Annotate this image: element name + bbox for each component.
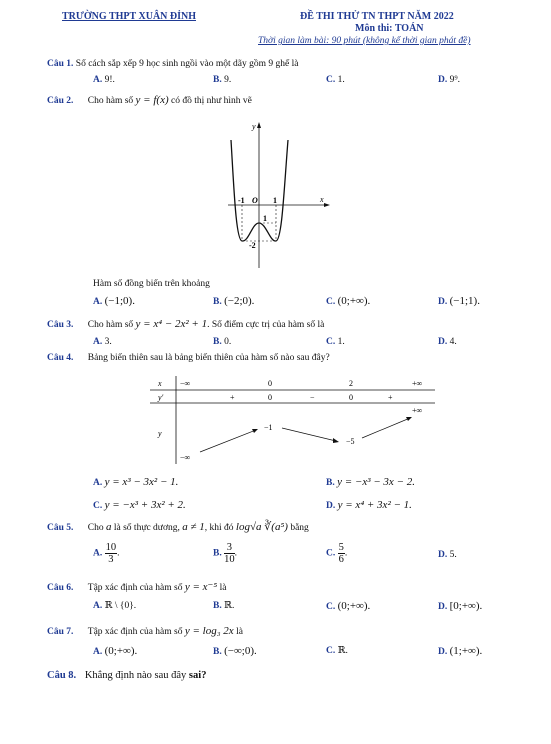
option-value: 4.: [449, 337, 457, 347]
q1-option-c[interactable]: [326, 75, 345, 85]
question-text-before: Khẳng định nào sau đây: [84, 670, 187, 681]
exam-title: ĐỀ THI THỬ TN THPT NĂM 2022: [300, 11, 454, 22]
option-letter: C.: [326, 297, 336, 307]
question-text-before: Cho hàm số: [87, 96, 134, 106]
option-value: 1.: [337, 337, 345, 347]
var-a: a: [106, 521, 112, 533]
q4-option-d[interactable]: [326, 499, 412, 511]
y-value: +∞: [412, 406, 423, 415]
question-formula: y = x⁴ − 2x² + 1: [135, 318, 208, 330]
q2-option-a[interactable]: [93, 295, 135, 307]
option-letter: B.: [326, 478, 335, 488]
variation-table: [150, 376, 435, 464]
numerator: 3: [224, 542, 235, 554]
question-6: [47, 580, 226, 593]
label-y1: 1: [263, 214, 267, 223]
function-curve: [231, 140, 288, 241]
option-value: (0;+∞).: [337, 295, 371, 307]
option-value: (1;+∞).: [449, 645, 483, 657]
q3-option-b[interactable]: [213, 337, 231, 347]
question-5: [47, 520, 309, 533]
option-letter: D.: [438, 75, 448, 85]
y-axis-arrow: [257, 122, 261, 128]
q7-option-a[interactable]: [93, 645, 137, 657]
option-letter: A.: [93, 297, 103, 307]
q6-option-d[interactable]: [438, 600, 482, 612]
y-value: −1: [264, 423, 273, 432]
denominator: 3: [108, 554, 114, 565]
label-neg2: -2: [249, 241, 256, 250]
question-text-after: bằng: [290, 523, 309, 533]
question-8: [47, 670, 206, 681]
option-value: [0;+∞).: [449, 600, 483, 612]
option-letter: B.: [213, 647, 222, 657]
option-letter: D.: [438, 297, 448, 307]
option-value: (−2;0).: [224, 295, 255, 307]
q2-subtext: Hàm số đồng biến trên khoảng: [93, 279, 210, 289]
option-letter: B.: [213, 548, 222, 559]
row-x-label: x: [158, 379, 162, 388]
option-value: ℝ.: [337, 646, 348, 656]
sign: +: [388, 393, 393, 402]
option-letter: D.: [438, 550, 448, 560]
option-letter: B.: [213, 75, 222, 85]
option-letter: D.: [438, 337, 448, 347]
option-value: 9!.: [104, 75, 115, 85]
school-name: TRƯỜNG THPT XUÂN ĐỈNH: [62, 11, 196, 22]
option-value: (−1;1).: [449, 295, 480, 307]
option-letter: C.: [326, 602, 336, 612]
question-text-before: Tập xác định của hàm số: [87, 583, 183, 593]
question-label: Câu 5.: [47, 523, 74, 533]
fraction: [224, 542, 235, 565]
option-value: ℝ \ {0}.: [104, 601, 137, 611]
x-value: −∞: [180, 379, 191, 388]
question-text-after: ?: [201, 670, 207, 681]
option-letter: C.: [93, 501, 103, 511]
option-value: (0;+∞).: [104, 645, 138, 657]
log-expression: log√a ∛(a⁵): [235, 521, 288, 533]
q3-option-c[interactable]: [326, 337, 345, 347]
arrow-down: [282, 428, 336, 441]
label-1: 1: [273, 196, 277, 205]
option-value: 3.: [104, 337, 112, 347]
denominator: 6: [338, 554, 344, 565]
sign: +: [230, 393, 235, 402]
y-value: −5: [346, 437, 355, 446]
question-text-mid: là số thực dương,: [113, 523, 180, 533]
q2-option-b[interactable]: [213, 295, 254, 307]
option-letter: A.: [93, 75, 103, 85]
label-neg1: -1: [238, 196, 245, 205]
question-text-after: . Số điểm cực trị của hàm số là: [207, 320, 325, 330]
question-text-after: có đồ thị như hình vẽ: [171, 96, 252, 106]
option-letter: B.: [213, 337, 222, 347]
x-axis-arrow: [324, 203, 330, 207]
question-label: Câu 2.: [47, 96, 74, 106]
question-text-before: Tập xác định của hàm số: [87, 627, 183, 637]
q5-option-d[interactable]: [438, 550, 457, 560]
option-letter: D.: [326, 501, 336, 511]
option-value: 0.: [224, 337, 232, 347]
label-origin: O: [252, 196, 258, 205]
q5-option-b[interactable]: B. $\frac{3}{10}$ .: [213, 542, 237, 565]
option-letter: B.: [213, 601, 222, 611]
q4-option-c[interactable]: [93, 499, 186, 511]
option-value: (0;+∞).: [337, 600, 371, 612]
question-text-before: Cho hàm số: [87, 320, 134, 330]
question-label: Câu 1.: [47, 59, 74, 69]
question-text-mid2: , khi đó: [204, 523, 234, 533]
question-formula: y = f(x): [135, 94, 169, 106]
option-letter: D.: [438, 602, 448, 612]
q6-option-a[interactable]: [93, 600, 136, 611]
q3-option-a[interactable]: [93, 337, 112, 347]
question-formula: y = x⁻⁵: [184, 581, 218, 593]
q3-option-d[interactable]: [438, 337, 457, 347]
q2-option-c[interactable]: [326, 295, 370, 307]
question-4: [47, 353, 330, 363]
q7-option-c[interactable]: [326, 645, 348, 656]
question-label: Câu 3.: [47, 320, 74, 330]
q7-option-d[interactable]: [438, 645, 482, 657]
exam-subject: Môn thi: TOÁN: [355, 23, 424, 34]
fraction: [338, 542, 345, 565]
fraction: [105, 542, 118, 565]
q7-option-b[interactable]: [213, 645, 257, 657]
q4-option-a[interactable]: [93, 476, 178, 488]
question-3: [47, 318, 324, 330]
question-7: [47, 625, 243, 637]
option-letter: C.: [326, 75, 336, 85]
question-emphasis: sai: [188, 670, 202, 681]
question-text: Bảng biến thiên sau là bảng biến thiên của hàm số nào sau đây?: [87, 353, 330, 363]
x-value: +∞: [412, 379, 423, 388]
option-letter: C.: [326, 548, 336, 559]
q4-option-b[interactable]: [326, 476, 415, 488]
q6-option-b[interactable]: [213, 600, 234, 611]
option-letter: A.: [93, 548, 103, 559]
option-letter: A.: [93, 647, 103, 657]
option-value: y = −x³ − 3x − 2.: [337, 476, 415, 488]
q1-option-b[interactable]: [213, 75, 231, 85]
option-value: y = x⁴ + 3x² − 1.: [337, 499, 412, 511]
question-label: Câu 4.: [47, 353, 74, 363]
question-label: Câu 8.: [47, 670, 77, 681]
option-letter: C.: [326, 337, 336, 347]
x-value: 0: [268, 379, 272, 388]
y-axis-label: y: [252, 122, 256, 131]
option-value: ℝ.: [224, 601, 235, 611]
option-value: y = x³ − 3x² − 1.: [104, 476, 179, 488]
question-label: Câu 6.: [47, 583, 74, 593]
question-text: Số cách sắp xếp 9 học sinh ngồi vào một dãy gồm 9 ghế là: [75, 59, 299, 69]
option-value: 1.: [337, 75, 345, 85]
exam-time: Thời gian làm bài: 90 phút (không kể thời gian phát đề): [258, 36, 471, 46]
option-value: (−1;0).: [104, 295, 135, 307]
row-yp-label: y′: [158, 393, 164, 402]
numerator: 10: [105, 542, 117, 553]
q2-option-d[interactable]: [438, 295, 480, 307]
q1-option-d[interactable]: [438, 75, 460, 85]
question-formula: y = log₃ 2x: [184, 625, 234, 637]
condition: a ≠ 1: [182, 521, 205, 533]
q6-option-c[interactable]: [326, 600, 370, 612]
sign: −: [310, 393, 315, 402]
y-value: −∞: [180, 453, 191, 462]
option-letter: A.: [93, 478, 103, 488]
question-text-after: là: [236, 627, 243, 637]
q1-option-a[interactable]: [93, 75, 115, 85]
x-value: 2: [349, 379, 353, 388]
option-value: (−∞;0).: [224, 645, 257, 657]
q5-option-a[interactable]: A. $\frac{10}{3}$ .: [93, 542, 120, 565]
numerator: 5: [338, 542, 344, 553]
question-2: [47, 94, 252, 106]
arrow-up: [200, 430, 256, 452]
sign: 0: [349, 393, 353, 402]
arrow-head: [333, 438, 339, 443]
option-letter: C.: [326, 646, 336, 656]
sign: 0: [268, 393, 272, 402]
option-value: 9⁹.: [449, 75, 461, 85]
option-value: 5.: [449, 550, 457, 560]
option-letter: D.: [438, 647, 448, 657]
option-letter: A.: [93, 601, 103, 611]
x-axis-label: x: [320, 195, 324, 204]
denominator: 10: [224, 554, 235, 565]
option-value: y = −x³ + 3x² + 2.: [104, 499, 186, 511]
function-graph: [222, 120, 332, 272]
question-1: [47, 59, 298, 69]
row-y-label: y: [158, 429, 162, 438]
question-label: Câu 7.: [47, 627, 74, 637]
option-letter: B.: [213, 297, 222, 307]
question-text-after: là: [219, 583, 227, 593]
option-value: 9.: [224, 75, 232, 85]
q5-option-c[interactable]: C. $\frac{5}{6}$ .: [326, 542, 348, 565]
question-text-before: Cho: [87, 523, 104, 533]
option-letter: A.: [93, 337, 103, 347]
arrow-up: [362, 418, 410, 438]
